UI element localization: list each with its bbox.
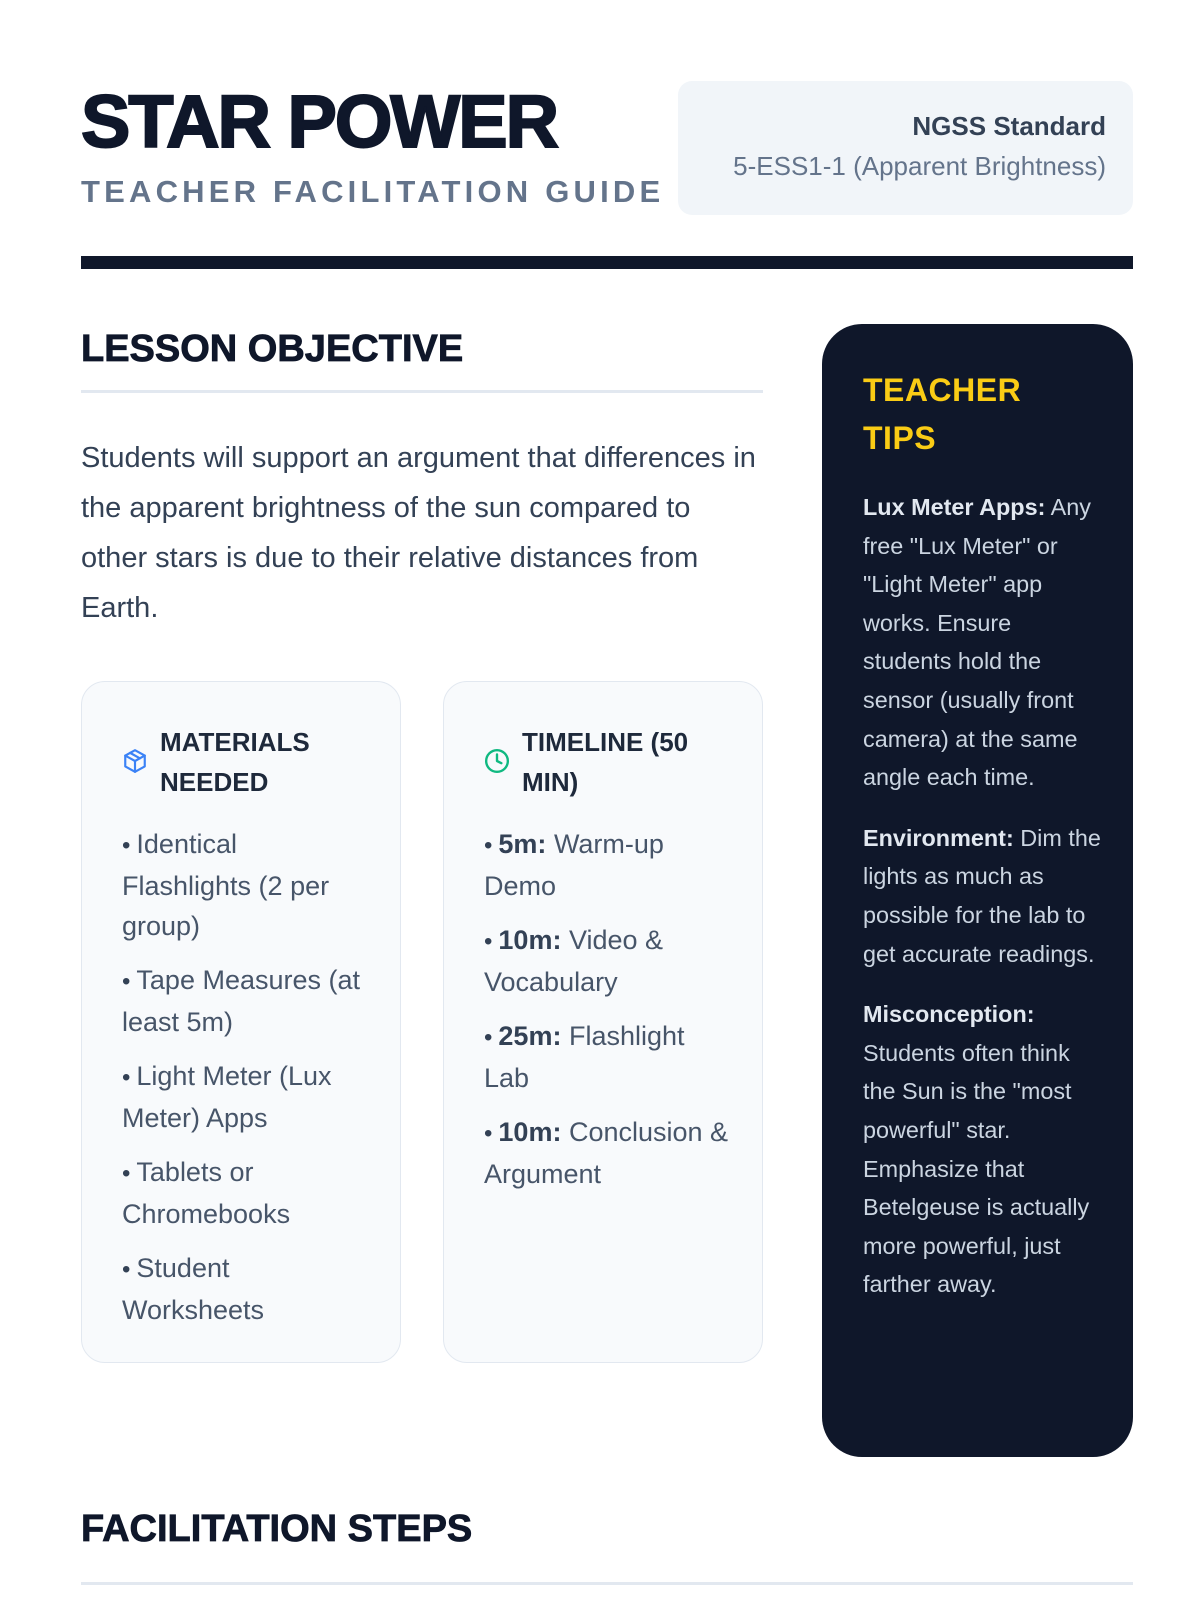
objective-heading: LESSON OBJECTIVE xyxy=(81,328,464,370)
timeline-title: TIMELINE (50 MIN) xyxy=(522,727,689,797)
timeline-card-header xyxy=(484,722,732,802)
list-item: • 10m: Conclusion & Argument xyxy=(484,1117,729,1189)
tips-title: TEACHER TIPS xyxy=(863,372,1022,456)
tip-item: Misconception: Students often think the Sun is the "most powerful" star. Emphasize that Betelgeuse is actually more powerful, just farther away. xyxy=(863,1001,1090,1298)
header-divider xyxy=(81,256,1133,269)
steps-heading: FACILITATION STEPS xyxy=(81,1508,473,1550)
guide-page xyxy=(81,0,1133,1550)
standard-value: 5-ESS1-1 (Apparent Brightness) xyxy=(733,151,1106,181)
materials-card xyxy=(81,681,401,1363)
main-column xyxy=(81,320,763,1363)
info-cards xyxy=(81,681,763,1363)
list-item: • Light Meter (Lux Meter) Apps xyxy=(122,1061,332,1133)
page-subtitle: TEACHER FACILITATION GUIDE xyxy=(81,174,665,209)
materials-title: MATERIALS NEEDED xyxy=(160,727,310,797)
objective-divider xyxy=(81,390,763,393)
list-item: • 25m: Flashlight Lab xyxy=(484,1021,685,1093)
teacher-tips-panel xyxy=(822,324,1133,1457)
timeline-card xyxy=(443,681,763,1363)
cube-icon xyxy=(122,748,148,774)
page-title: STAR POWER xyxy=(81,80,558,163)
materials-list xyxy=(122,824,370,1330)
list-item: • 5m: Warm-up Demo xyxy=(484,829,664,901)
facilitation-steps-section xyxy=(81,1500,1133,1585)
materials-card-header xyxy=(122,722,370,802)
list-item: • 10m: Video & Vocabulary xyxy=(484,925,664,997)
list-item: • Student Worksheets xyxy=(122,1253,265,1325)
list-item: • Tape Measures (at least 5m) xyxy=(122,965,361,1037)
standard-badge xyxy=(678,81,1133,215)
tip-item: Environment: Dim the lights as much as possible for the lab to get accurate readings. xyxy=(863,824,1101,967)
standard-label: NGSS Standard xyxy=(912,111,1106,141)
objective-text: Students will support an argument that differences in the apparent brightness of the sun compared to other stars is due to their relative distances from Earth. xyxy=(81,442,756,624)
tip-item: Lux Meter Apps: Any free "Lux Meter" or "Light Meter" app works. Ensure students hold the sensor (usually front camera) at the same angle each time. xyxy=(863,494,1091,791)
steps-divider xyxy=(81,1582,1133,1585)
list-item: • Tablets or Chromebooks xyxy=(122,1157,291,1229)
page-header xyxy=(81,0,1133,270)
list-item: • Identical Flashlights (2 per group) xyxy=(122,829,330,941)
timeline-list xyxy=(484,824,732,1194)
clock-icon xyxy=(484,748,510,774)
